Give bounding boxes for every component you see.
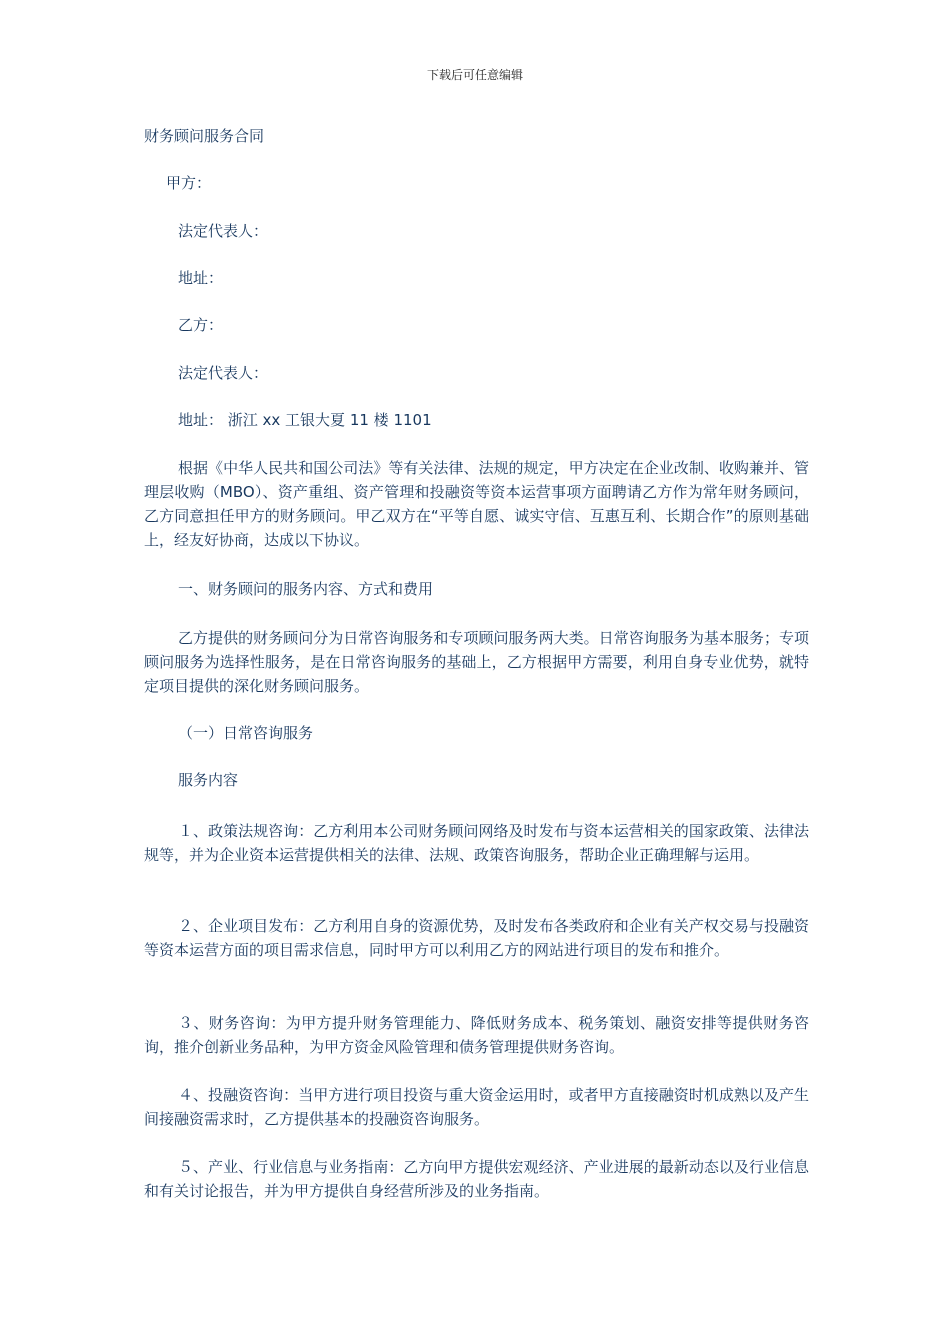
intro-paragraph: 根据《中华人民共和国公司法》等有关法律、法规的规定，甲方决定在企业改制、收购兼并、管理层收购（MBO）、资产重组、资产管理和投融资等资本运营事项方面聘请乙方作为常年财务顾问，乙方同意担任甲方的财务顾问。甲乙双方在“平等自愿、诚实守信、互惠互利、长期合作”的原则基础上，经友好协商，达成以下协议。 <box>144 459 809 549</box>
list-item: ２、企业项目发布：乙方利用自身的资源优势，及时发布各类政府和企业有关产权交易与投融资等资本运营方面的项目需求信息，同时甲方可以利用乙方的网站进行项目的发布和推介。 <box>144 917 809 959</box>
subsection1-heading: （一）日常咨询服务 <box>178 724 314 742</box>
document-title: 财务顾问服务合同 <box>144 127 265 145</box>
party-b-legal-rep: 法定代表人： <box>178 364 269 382</box>
list-item: １、政策法规咨询：乙方利用本公司财务顾问网络及时发布与资本运营相关的国家政策、法律法规等，并为企业资本运营提供相关的法律、法规、政策咨询服务，帮助企业正确理解与运用。 <box>144 822 809 864</box>
party-b-label: 乙方： <box>178 316 224 334</box>
service-content-label: 服务内容 <box>178 771 239 789</box>
party-a-legal-rep: 法定代表人： <box>178 222 269 240</box>
list-item: ５、产业、行业信息与业务指南：乙方向甲方提供宏观经济、产业进展的最新动态以及行业信息和有关讨论报告，并为甲方提供自身经营所涉及的业务指南。 <box>144 1158 809 1200</box>
section1-heading: 一、财务顾问的服务内容、方式和费用 <box>178 580 434 598</box>
party-b-address: 地址： 浙江 xx 工银大夏 11 楼 1101 <box>178 411 432 429</box>
list-item: ３、财务咨询：为甲方提升财务管理能力、降低财务成本、税务策划、融资安排等提供财务咨询，推介创新业务品种，为甲方资金风险管理和债务管理提供财务咨询。 <box>144 1014 809 1056</box>
party-a-address: 地址： <box>178 269 224 287</box>
section1-paragraph: 乙方提供的财务顾问分为日常咨询服务和专项顾问服务两大类。日常咨询服务为基本服务；专项顾问服务为选择性服务，是在日常咨询服务的基础上，乙方根据甲方需要，利用自身专业优势，就特定项目提供的深化财务顾问服务。 <box>144 629 809 695</box>
list-item: ４、投融资咨询：当甲方进行项目投资与重大资金运用时，或者甲方直接融资时机成熟以及产生间接融资需求时，乙方提供基本的投融资咨询服务。 <box>144 1086 809 1128</box>
header-note: 下载后可任意编辑 <box>426 68 523 82</box>
party-a-label: 甲方： <box>166 174 212 192</box>
